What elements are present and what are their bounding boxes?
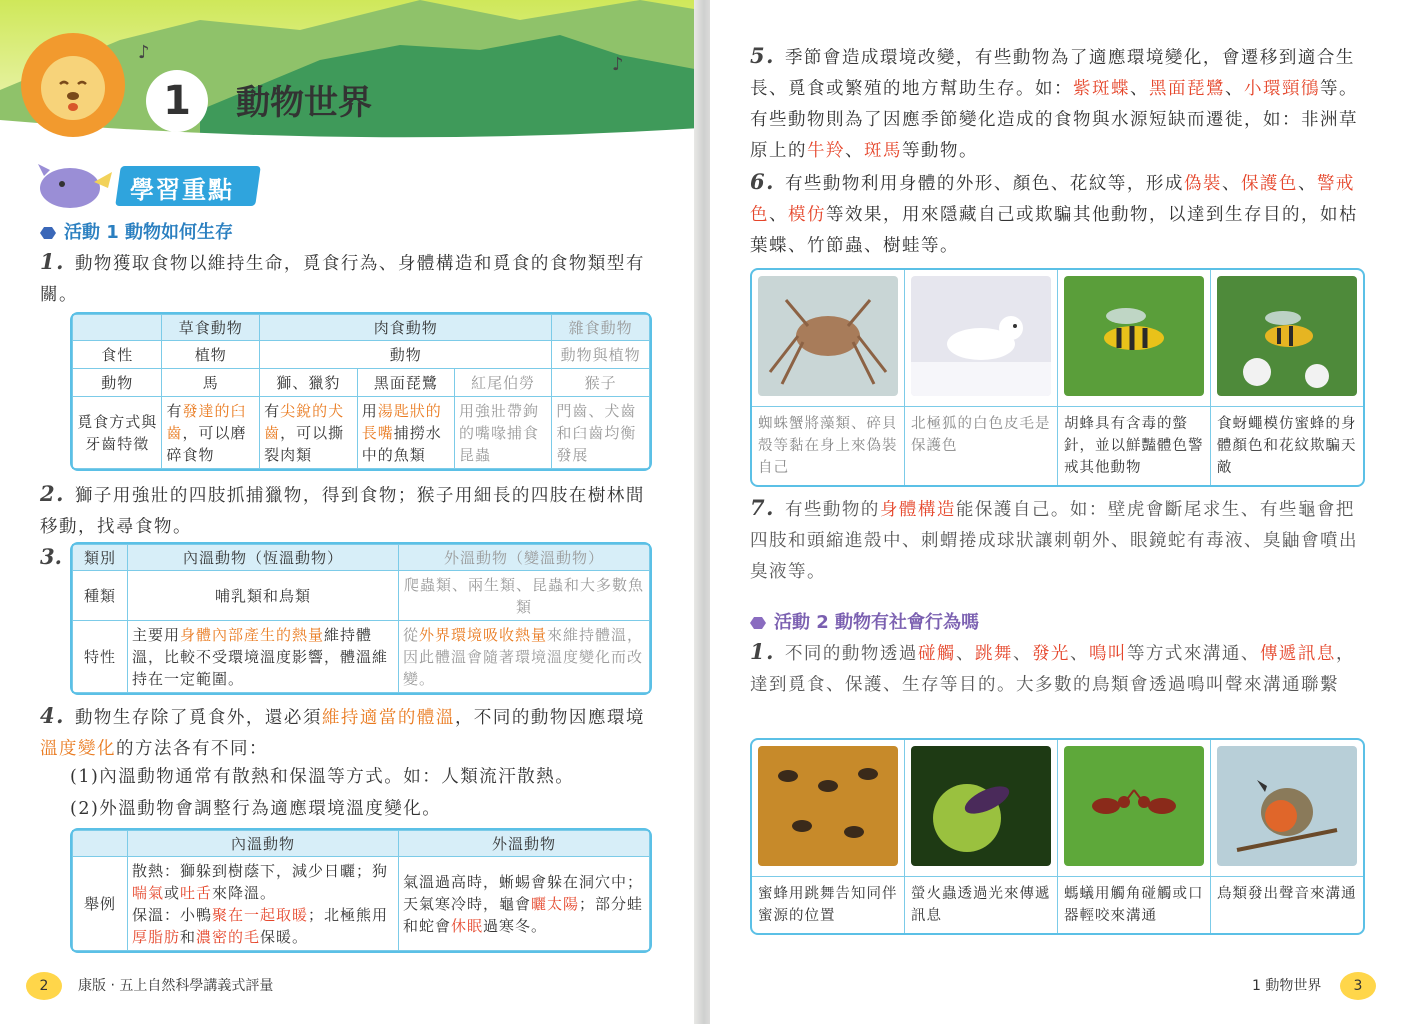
point-text: 動物獲取食物以維持生命，覓食行為、身體構造和覓食的食物類型有關。: [40, 254, 645, 305]
text: 來維持體溫，因此體溫會隨著環境溫度變化而改變。: [403, 625, 644, 688]
spider-crab-photo-icon: [758, 276, 898, 396]
highlight: 發光: [1031, 644, 1070, 664]
highlight: 偽裝: [1183, 174, 1222, 194]
music-note-icon: ♪: [138, 42, 150, 63]
header-carnivore: 肉食動物: [260, 315, 552, 341]
highlight: 吐舌: [180, 883, 213, 902]
text: 動物生存除了覓食外，還必須: [74, 708, 322, 728]
activity-1-label: 活動 1 動物如何生存: [64, 222, 234, 243]
highlight: 濃密的毛: [196, 927, 261, 946]
text: 有些動物利用身體的外形、顏色、花紋等，形成: [784, 174, 1184, 194]
highlight: 曬太陽: [531, 894, 580, 913]
cell: 用強壯帶鉤的嘴喙捕食昆蟲: [455, 397, 552, 469]
cell: 哺乳類和鳥類: [128, 571, 399, 621]
ants-photo-icon: [1064, 746, 1204, 866]
text: 散熱：獅躲到樹蔭下，減少日曬；狗: [132, 861, 389, 880]
photo-caption: 胡蜂具有含毒的螫針，並以鮮豔體色警戒其他動物: [1058, 406, 1210, 485]
highlight: 傳遞訊息: [1259, 644, 1336, 664]
text: 等效果，用來隱藏自己或欺騙其他動物，以達到生存目的，如枯葉蝶、竹節蟲、樹蛙等。: [750, 205, 1358, 256]
diet-table: [72, 314, 650, 469]
text: 季節會造成環境改變，有些動物為了適應環境變化，會遷移到適合生長、覓食或繁殖的地方幫助生存。如：: [750, 48, 1355, 99]
photo-caption: 螞蟻用觸角碰觸或口器輕咬來溝通: [1058, 876, 1210, 933]
header-ectotherm: 外溫動物: [399, 831, 650, 857]
cell: [357, 397, 454, 469]
text: 能保護自己。如：壁虎會斷尾求生、有些龜會把四肢和頭縮進殼中、刺蝟捲成球狀讓刺朝外、眼鏡蛇有毒液、臭鼬會噴出臭液等。: [750, 500, 1358, 582]
photo-caption: 螢火蟲透過光來傳遞訊息: [905, 876, 1057, 933]
chapter-number: 1: [146, 70, 208, 132]
row-label-animal: 動物: [73, 369, 162, 397]
left-page: [0, 0, 700, 1024]
communication-photo-strip: [750, 738, 1365, 935]
photo-card: [752, 270, 905, 485]
photo-card: [1211, 270, 1363, 485]
robin-photo-icon: [1217, 746, 1357, 866]
row-label-diet: 食性: [73, 341, 162, 369]
text: 、: [1221, 174, 1241, 194]
photo-caption: 北極狐的白色皮毛是保護色: [905, 406, 1057, 463]
photo-card: [905, 740, 1058, 933]
cell: 黑面琵鷺: [357, 369, 454, 397]
highlight: 休眠: [451, 916, 484, 935]
cell: [399, 857, 650, 951]
text: 捕撈水中的魚類: [361, 423, 442, 464]
cell: [399, 621, 650, 693]
highlight: 溫度變化: [40, 739, 116, 759]
text: 有些動物的: [784, 500, 880, 520]
music-note-icon: ♪: [612, 54, 624, 75]
point-number: 7.: [750, 495, 775, 520]
text: ，達到覓食、保護、生存等目的。大多數的鳥類會透過鳴叫聲來溝通聯繫: [750, 644, 1355, 695]
highlight: 小環頸鴴: [1244, 79, 1320, 99]
cell: 動物與植物: [552, 341, 650, 369]
text: 氣溫過高時，蜥蜴會躲在洞穴中；天氣寒冷時，龜會: [403, 872, 644, 913]
text: 、: [769, 205, 788, 225]
photo-card: [1211, 740, 1363, 933]
highlight: 鳴叫: [1088, 644, 1127, 664]
highlight: 紫斑蝶: [1073, 79, 1130, 99]
body-temperature-table: [72, 544, 650, 693]
header-endotherm: 內溫動物（恆溫動物）: [128, 545, 399, 571]
highlight: 身體構造: [879, 500, 956, 520]
highlight: 維持適當的體溫: [321, 708, 455, 728]
cell: 猴子: [552, 369, 650, 397]
row-label-example: 舉例: [73, 857, 128, 951]
highlight: 模仿: [788, 205, 826, 225]
point-number: 1.: [750, 639, 775, 664]
cell: 紅尾伯勞: [455, 369, 552, 397]
highlight: 警戒色: [750, 174, 1355, 225]
text: 用: [361, 401, 378, 420]
text: 不同的動物透過: [784, 644, 918, 664]
point-number: 3.: [40, 544, 62, 569]
cell: 馬: [162, 369, 260, 397]
highlight: 尖銳的犬齒: [264, 401, 345, 442]
text: 保暖。: [260, 927, 309, 946]
text: 等動物。: [902, 141, 978, 161]
text: ，可以撕裂肉類: [264, 423, 345, 464]
header-omnivore: 雜食動物: [552, 315, 650, 341]
row-label-feeding: 覓食方式與牙齒特徵: [73, 397, 162, 469]
point-7: [750, 492, 1372, 588]
bees-photo-icon: [758, 746, 898, 866]
photo-card: [1058, 270, 1211, 485]
highlight: 聚在一起取暖: [212, 905, 309, 924]
point-2: [40, 478, 660, 543]
highlight: 外界環境吸收熱量: [419, 625, 548, 644]
cell: 植物: [162, 341, 260, 369]
cell: [260, 397, 358, 469]
text: 等方式來溝通、: [1126, 644, 1260, 664]
highlight: 斑馬: [864, 141, 902, 161]
text: 的方法各有不同：: [116, 739, 268, 759]
arctic-fox-photo-icon: [911, 276, 1051, 396]
text: 保溫：小鴨: [132, 905, 213, 924]
point-1: [40, 246, 660, 311]
cell: 動物: [260, 341, 552, 369]
highlight: 身體內部產生的熱量: [180, 625, 325, 644]
header-category: 類別: [73, 545, 128, 571]
camouflage-photo-strip: [750, 268, 1365, 487]
highlight: 黑面琵鷺: [1149, 79, 1225, 99]
wasp-photo-icon: [1064, 276, 1204, 396]
text: 、: [1225, 79, 1244, 99]
page-number: 3: [1340, 972, 1376, 1000]
text: 和: [180, 927, 197, 946]
point-4-sub-2: (2)外溫動物會調整行為適應環境溫度變化。: [70, 799, 442, 819]
point-number: 4.: [40, 703, 65, 728]
page-number: 2: [26, 972, 62, 1000]
highlight: 發達的臼齒: [166, 401, 247, 442]
text: 主要用: [132, 625, 181, 644]
point-4-sub-1: (1)內溫動物通常有散熱和保溫等方式。如：人類流汗散熱。: [70, 767, 575, 787]
cell: 爬蟲類、兩生類、昆蟲和大多數魚類: [399, 571, 650, 621]
header-herbivore: 草食動物: [162, 315, 260, 341]
text: 維持體溫，比較不受環境溫度影響，體溫維持在一定範圍。: [132, 625, 389, 688]
text: 或: [164, 883, 181, 902]
hoverfly-photo-icon: [1217, 276, 1357, 396]
point-number: 5.: [750, 43, 775, 68]
footer-text: 康版 ‧ 五上自然科學講義式評量: [78, 978, 274, 994]
activity-2-label: 活動 2 動物有社會行為嗎: [774, 612, 980, 633]
temperature-examples-table: [72, 830, 650, 951]
point-text: 獅子用強壯的四肢抓捕獵物，得到食物；猴子用細長的四肢在樹林間移動，找尋食物。: [40, 486, 645, 537]
text: 、: [1012, 644, 1032, 664]
point-4: [40, 700, 660, 765]
firefly-photo-icon: [911, 746, 1051, 866]
text: 、: [1297, 174, 1317, 194]
cell: 獅、獵豹: [260, 369, 358, 397]
photo-caption: 蜜蜂用跳舞告知同伴蜜源的位置: [752, 876, 904, 933]
activity-1-heading: [40, 218, 233, 244]
cell: [128, 621, 399, 693]
text: 等。有些動物則為了因應季節變化造成的食物與水源短缺而遷徙，如：非洲草原上的: [750, 79, 1358, 161]
section-badge: 學習重點: [130, 176, 234, 204]
point-number: 6.: [750, 169, 775, 194]
photo-card: [1058, 740, 1211, 933]
text: 從: [403, 625, 420, 644]
text: 過寒冬。: [483, 916, 548, 935]
highlight: 厚脂肪: [132, 927, 181, 946]
highlight: 牛羚: [807, 141, 845, 161]
highlight: 湯匙狀的長嘴: [361, 401, 442, 442]
cell: [128, 857, 399, 951]
footer-text: 1 動物世界: [1252, 978, 1322, 994]
hexagon-icon: [40, 227, 56, 239]
point-5: [750, 40, 1362, 167]
row-label-kind: 種類: [73, 571, 128, 621]
text: 來降溫。: [212, 883, 277, 902]
cell: 門齒、犬齒和臼齒均衡發展: [552, 397, 650, 469]
row-label-trait: 特性: [73, 621, 128, 693]
point-number: 2.: [40, 481, 65, 506]
header-ectotherm: 外溫動物（變溫動物）: [399, 545, 650, 571]
text: ；部分蛙和蛇會: [403, 894, 644, 935]
highlight: 喘氣: [132, 883, 165, 902]
photo-caption: 食蚜蠅模仿蜜蜂的身體顏色和花紋欺騙天敵: [1211, 406, 1363, 485]
text: 有: [264, 401, 281, 420]
cell: [162, 397, 260, 469]
lion-mascot-icon: [18, 30, 128, 140]
text: 、: [1130, 79, 1149, 99]
text: 、: [1069, 644, 1089, 664]
photo-caption: 鳥類發出聲音來溝通: [1211, 876, 1363, 911]
highlight: 碰觸: [917, 644, 956, 664]
hexagon-icon: [750, 617, 766, 629]
point-number: 1.: [40, 249, 65, 274]
activity-2-point-1: [750, 636, 1372, 701]
point-6: [750, 166, 1362, 262]
photo-caption: 蜘蛛蟹將藻類、碎貝殼等黏在身上來偽裝自己: [752, 406, 904, 485]
chapter-title: 動物世界: [236, 83, 372, 123]
text: 、: [955, 644, 975, 664]
rhino-mascot-icon: [36, 156, 116, 210]
photo-card: [905, 270, 1058, 485]
text: ；北極熊用: [308, 905, 389, 924]
text: 有: [166, 401, 183, 420]
activity-2-heading: [750, 608, 979, 634]
text: ，不同的動物因應環境: [454, 708, 645, 728]
text: ，可以磨碎食物: [166, 423, 247, 464]
highlight: 保護色: [1240, 174, 1298, 194]
highlight: 跳舞: [974, 644, 1013, 664]
header-endotherm: 內溫動物: [128, 831, 399, 857]
text: 、: [845, 141, 864, 161]
photo-card: [752, 740, 905, 933]
